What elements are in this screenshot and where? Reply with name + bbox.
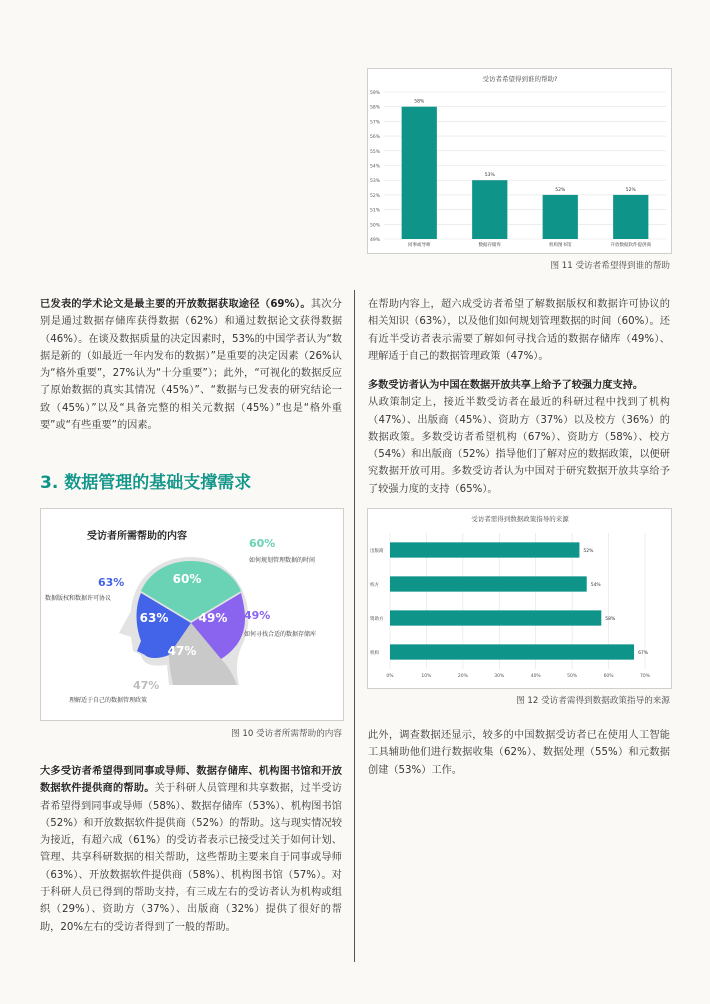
x-tick-label: 50% (567, 674, 578, 679)
piece-bottom-pct: 47% (167, 644, 197, 658)
piece-left-pct: 63% (139, 611, 169, 625)
y-tick-label: 资助方 (370, 617, 384, 622)
y-tick-label: 50% (370, 223, 381, 229)
chart-title: 受访者需得到数据政策指导的来源 (471, 515, 569, 523)
bar (390, 644, 634, 659)
bar (390, 542, 579, 557)
chart-12-svg (368, 509, 671, 688)
x-tick-label: 10% (421, 674, 432, 679)
piece-top-pct: 60% (172, 572, 202, 586)
right-paragraph-3: 此外，调查数据还显示，较多的中国数据受访者已在使用人工智能工具辅助他们进行数据收集（62%）、数据处理（55%）和元数据创建（53%）工作。 (368, 730, 670, 776)
right-paragraph-2 (368, 377, 670, 498)
chart-title: 受访者希望得到谁的帮助? (482, 75, 558, 83)
left-paragraph-2-lead: 大多受访者希望得到同事或导师、数据存储库、机构图书馆和开放数据软件提供商的帮助。 (40, 766, 342, 795)
bar-value-label: 67% (638, 651, 649, 656)
y-tick-label: 56% (370, 135, 381, 141)
y-tick-label: 51% (370, 208, 381, 214)
y-tick-label: 59% (370, 91, 381, 96)
y-tick-label: 57% (370, 120, 381, 126)
left-paragraph-2 (40, 763, 342, 936)
left-paragraph-1-body: 其次分别是通过数据存储库获得数据（62%）和通过数据论文获得数据（46%）。在谈及数据质量的决定因素时，53%的中国学者认为“数据是新的（如最近一年内发布的数据）”是重要的决定因素（26%认为“格外重要”，27%认为“十分重要”）；此外，“可视化的数据反应了原始数据的真实其情况（45%）”、“数据与已发表的研究结论一致（45%）”以及“具备完整的相关元数据（45%）”也是“格外重要”或“有些重要”的因素。 (40, 299, 342, 432)
x-tick-label: 0% (386, 674, 394, 679)
figure-10-infographic (40, 508, 344, 721)
section-title: 3. 数据管理的基础支撑需求 (40, 473, 252, 493)
left-paragraph-1-lead: 已发表的学术论文是最主要的开放数据获取途径（69%）。 (40, 299, 311, 310)
y-tick-label: 55% (370, 149, 381, 155)
callout-top-pct: 60% (249, 537, 276, 550)
bar (543, 195, 578, 239)
left-paragraph-1 (40, 296, 342, 434)
y-tick-label: 53% (370, 179, 381, 185)
figure-10-title: 受访者所需帮助的内容 (87, 531, 187, 542)
figure-11-caption: 图 11 受访者希望得到谁的帮助 (550, 261, 670, 271)
figure-12-chart (367, 508, 672, 689)
piece-right-pct: 49% (198, 611, 228, 625)
left-paragraph-2-body: 关于科研人员管理和共享数据，过半受访者希望得到同事或导师（58%）、数据存储库（53%）、机构图书馆（52%）和开放数据软件提供商（52%）的帮助。这与现实情况较为接近，有超六成（61%）的受访者表示已接受过关于如何计划、管理、共享科研数据的相关帮助，这些帮助主要来自于同事或导师（63%）、开放数据软件提供商（58%）、机构图书馆（57%）。对于科研人员已得到的帮助支持，有三成左右的受访者认为机构或组织（29%）、资助方（37%）、出版商（32%）提供了很好的帮助，20%左右的受访者得到了一般的帮助。 (40, 783, 342, 933)
y-tick-label: 52% (370, 193, 381, 199)
figure-10-svg (41, 509, 343, 720)
callout-right-label: 如何寻找合适的数据存储库 (244, 631, 317, 638)
x-tick-label: 机构图书馆 (549, 243, 572, 248)
figure-10-caption: 图 10 受访者所需帮助的内容 (231, 729, 342, 739)
bar (390, 610, 601, 625)
x-tick-label: 20% (457, 674, 468, 679)
figure-12-caption: 图 12 受访者需得到数据政策指导的来源 (516, 696, 670, 706)
y-tick-label: 校方 (370, 583, 379, 588)
callout-bottom-label: 理解适于自己的数据管理政策 (69, 697, 148, 704)
x-tick-label: 40% (530, 674, 541, 679)
x-tick-label: 70% (639, 674, 651, 679)
bar-value-label: 58% (414, 99, 425, 105)
y-tick-label: 机构 (370, 651, 379, 656)
y-tick-label: 49% (370, 238, 381, 243)
bar (472, 180, 507, 239)
y-tick-label: 54% (370, 164, 381, 170)
x-tick-label: 30% (494, 674, 505, 679)
x-tick-label: 数据存储库 (478, 243, 501, 248)
chart-11-svg (368, 69, 671, 253)
callout-bottom-pct: 47% (133, 679, 160, 692)
y-tick-label: 出版商 (370, 549, 384, 554)
callout-left-pct: 63% (98, 576, 125, 589)
bar-value-label: 58% (605, 617, 616, 622)
right-paragraph-1: 在帮助内容上，超六成受访者希望了解数据版权和数据许可协议的相关知识（63%），以及他们如何规划管理数据的时间（60%）。还有近半受访者表示需要了解如何寻找合适的数据存储库（49%）、理解适于自己的数据管理政策（47%）。 (368, 299, 670, 362)
bar-value-label: 53% (484, 173, 495, 179)
bar-value-label: 52% (625, 187, 636, 193)
bar-value-label: 52% (555, 187, 566, 193)
callout-right-pct: 49% (244, 609, 271, 622)
bar (613, 195, 648, 239)
bar (402, 107, 437, 239)
y-tick-label: 58% (370, 105, 381, 111)
right-paragraph-2-body: 从政策制定上，接近半数受访者在最近的科研过程中找到了机构（47%）、出版商（45%）、资助方（37%）以及校方（36%）的数据政策。多数受访者希望机构（67%）、资助方（58%）、校方（54%）和出版商（52%）指导他们了解对应的数据政策，以便研究数据开放可用。多数受访者认为中国对于研究数据开放共享给予了较强力度的支持（65%）。 (368, 397, 670, 495)
column-divider (354, 290, 355, 962)
x-tick-label: 开放数据软件提供商 (610, 243, 651, 248)
x-tick-label: 60% (603, 674, 614, 679)
bar (390, 576, 587, 591)
callout-top-label: 如何规划管理数据的时间 (249, 557, 316, 564)
bar-value-label: 52% (583, 549, 594, 554)
callout-left-label: 数据版权和数据许可协议 (45, 595, 112, 602)
x-tick-label: 同事或导师 (408, 243, 431, 248)
figure-11-chart (367, 68, 672, 254)
bar-value-label: 54% (590, 583, 601, 588)
right-paragraph-2-lead: 多数受访者认为中国在数据开放共享上给予了较强力度支持。 (368, 380, 644, 391)
